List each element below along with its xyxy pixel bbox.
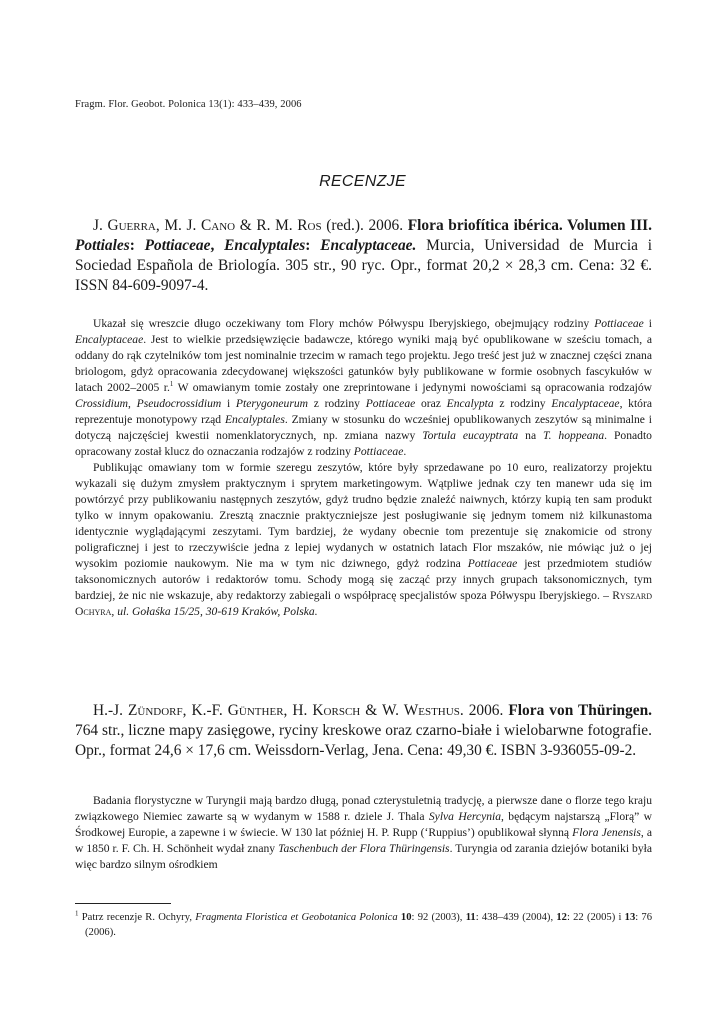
review-1-body	[75, 316, 652, 620]
footnote-rule	[75, 903, 171, 904]
reviewer-address: , ul. Gołaśka 15/25, 30-619 Kraków, Polska.	[111, 605, 318, 618]
section-title: RECENZJE	[319, 173, 406, 190]
running-head: Fragm. Flor. Geobot. Polonica 13(1): 433–439, 2006	[75, 99, 302, 110]
review-2-paragraph-1: Badania florystyczne w Turyngii mają bardzo długą, ponad czterystuletnią tradycję, a pierwsze dane o florze tego kraju związkowego Niemiec zawarte są w wydanym w 1588 r. dziele J. Thala Sylva Hercynia, będącym najstarszą „Florą” w Środkowej Europie, a zapewne i w świecie. W 130 lat później H. P. Rupp (‘Ruppius’) opublikował słynną Flora Jenensis, a w 1850 r. F. Ch. H. Schönheit wydał znany Taschenbuch der Flora Thüringensis. Turyngia od zarania dziejów botaniki była więc bardzo silnym ośrodkiem	[75, 794, 653, 871]
review-1-heading: J. Guerra, M. J. Cano & R. M. Ros (red.). 2006. Flora briofítica ibérica. Volumen III. Pottiales: Pottiaceae, Encalyptales: Encalyptaceae. Murcia, Universidad de Murcia i Sociedad Española de Briología. 305 str., 90 ryc. Opr., format 20,2 × 28,3 cm. Cena: 32 €. ISSN 84-609-9097-4.	[75, 217, 652, 294]
review-2-body	[75, 793, 652, 873]
review-1-paragraph-1: Ukazał się wreszcie długo oczekiwany tom Flory mchów Półwyspu Iberyjskiego, obejmujący rodziny Pottiaceae i Encalyptaceae. Jest to wielkie przedsięwzięcie badawcze, którego wyniki mają być opublikowane w sześciu tomach, a oddany do rąk czytelników tom jest nominalnie trzecim w ramach tego projektu. Jego treść jest już w znacznej części znana briologom, gdyż opracowania zdecydowanej większości gatunków były publikowane w formie osobnych fascykułów w latach 2002–2005 r.$^1$ W omawianym tomie zostały one zreprintowane i jedynymi nowościami są opracowania rodzajów Crossidium, Pseudocrossidium i Pterygoneurum z rodziny Pottiaceae oraz Encalypta z rodziny Encalyptaceae, która reprezentuje monotypowy rząd Encalyptales. Zmiany w stosunku do wcześniej opublikowanych zeszytów są minimalne i dotyczą najczęściej kwestii nomenklatorycznych, np. zmiana nazwy Tortula eucayptrata na T. hoppeana. Ponadto opracowany został klucz do oznaczania rodzajów z rodziny Pottiaceae.	[75, 317, 652, 458]
review-1-paragraph-2: Publikując omawiany tom w formie szeregu zeszytów, które były sprzedawane po 10 euro, realizatorzy projektu wykazali się dużym zmysłem praktycznym i sprytem marketingowym. Wątpliwe jednak czy ten manewr uda się im powtórzyć przy publikowaniu następnych zeszytów, gdyż trudno będzie znaleźć naiwnych, którzy kupią ten sam produkt tylko w innym opakowaniu. Zresztą znacznie praktyczniejsze jest posługiwanie się jednym tomem niż kilkunastoma identycznie wyglądającymi zeszytami. Tym bardziej, że wydany obecnie tom prezentuje się znakomicie od strony poligraficznej i jest to rzeczywiście jedna z lepiej wydanych w ostatnich latach Flor mszaków, nie mówiąc już o jej wysokim poziomie naukowym. Nie ma w tym nic dziwnego, gdyż rodzina Pottiaceae jest przedmiotem studiów taksonomicznych autorów i redaktorów tomu. Schody mogą się zacząć przy innych grupach taksonomicznych, tym bardziej, że nic nie wskazuje, aby redaktorzy zabiegali o współpracę specjalistów spoza Półwyspu Iberyjskiego. – Ryszard Ochyra, ul. Gołaśka 15/25, 30-619 Kraków, Polska.	[75, 461, 652, 618]
review-1-book-title: Flora briofítica ibérica. Volumen III.	[407, 217, 652, 234]
footnote-number: 1	[75, 909, 79, 918]
review-2-book-title: Flora von Thüringen.	[508, 702, 653, 719]
footnote-ref: 1	[169, 380, 174, 389]
review-1-signature: Ryszard Ochyra, ul. Gołaśka 15/25, 30-619 Kraków, Polska.	[75, 589, 652, 618]
footnote-1: $^1$ Patrz recenzje R. Ochyry, Fragmenta Floristica et Geobotanica Polonica 10: 92 (2003), 11: 438–439 (2004), 12: 22 (2005) i 13: 76 (2006).	[75, 909, 653, 938]
review-2-heading: H.-J. Zündorf, K.-F. Günther, H. Korsch & W. Westhus. 2006. Flora von Thüringen. 764 str., liczne mapy zasięgowe, ryciny kreskowe oraz czarno-białe i wielobarwne fotografie. Opr., format 24,6 × 17,6 cm. Weissdorn-Verlag, Jena. Cena: 49,30 €. ISBN 3-936055-09-2.	[75, 702, 653, 759]
